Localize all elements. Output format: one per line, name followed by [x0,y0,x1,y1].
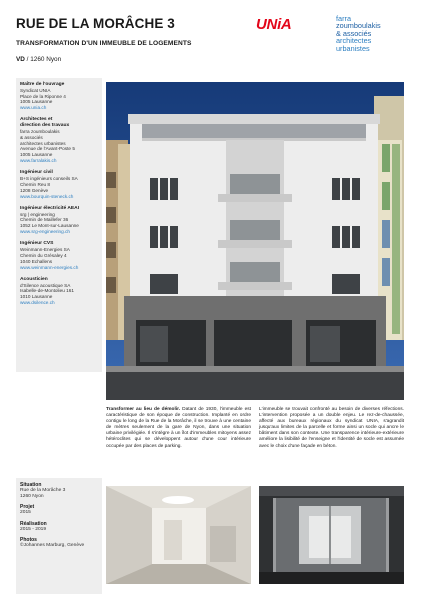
credit-cvs-engineer [20,241,98,270]
credits-sidebar [16,78,102,372]
page-title: RUE DE LA MORÂCHE 3 [16,16,175,31]
credit-line: & associés [20,134,43,140]
credit-line: 1010 Lausanne [20,294,53,300]
situation-value: 1260 Nyon [20,494,44,500]
credit-link[interactable]: www.farralakis.ch [20,158,57,164]
situation-label: Situation [20,482,42,488]
credit-link[interactable]: www.bourquin-steneck.ch [20,193,74,199]
farra-zoumboulakis-logo [336,15,418,52]
credit-link[interactable]: www.srg-engineering.ch [20,229,71,235]
interior-corridor-photo [106,486,251,584]
credit-line: d'Silence acoustique SA [20,282,71,288]
credit-line: Syndicat UNIA [20,87,51,93]
credit-heading: Acousticien [20,276,48,282]
credit-line: srg | engineering [20,211,55,217]
photos-label: Photos [20,536,37,543]
credit-line: B+S ingénieurs conseils SA [20,176,78,182]
lead-sentence: Transformer au lieu de démolir. [106,407,181,412]
credit-heading: Ingénieur électricité AEAI [20,205,80,211]
credit-line: Isabelle-de-Montolieu 161 [20,288,74,294]
credit-line: Avenue de l'Avant-Poste 5 [20,146,75,152]
credit-heading: Ingénieur civil [20,170,53,176]
credit-heading: Ingénieur CVS [20,241,54,247]
credit-line: architectes urbanistes [20,140,66,146]
credit-heading: direction des travaux [20,123,70,129]
location-canton: VD [16,56,25,63]
projet-label: Projet [20,504,35,511]
credit-line: Chemin du Grésaley 4 [20,252,67,258]
credit-owner [20,82,98,111]
projet-value: 2015 [20,510,31,516]
credit-line: farra zoumboulakis [20,129,60,135]
credit-line: Place de la Riponne 4 [20,93,66,99]
credit-architects [20,117,98,163]
credit-line: Chemin de Maillefer 36 [20,217,69,223]
interior-glass-office-photo [259,486,404,584]
location-line [16,56,61,63]
realisation-value: 2015 - 2019 [20,526,47,532]
credit-link[interactable]: www.weinmann-energies.ch [20,264,79,270]
credit-link[interactable]: www.unia.ch [20,105,47,111]
realisation-label: Réalisation [20,520,47,527]
unia-logo: UNiA [256,16,292,33]
project-info [16,478,102,594]
body-paragraph: Datant de 1930, l'immeuble est caractéristique de son époque de construction. Implanté en ordre contigu le long de la Rue de la Morâche, il se trouve à une centaine de mètres seulement de la gare de Nyon, dans une situation urbaine privilégiée. Il s'intègre à un îlot d'immeubles mitoyens assez hétéroclites qui se développent autour d'une cour intérieure occupée par des places de parking. [106,407,252,449]
credit-line: 1040 Echallens [20,258,53,264]
credit-link[interactable]: www.dsilence.ch [20,300,55,305]
logo-line: farra [336,14,352,23]
location-city: / 1260 Nyon [24,56,62,63]
page-subtitle: TRANSFORMATION D'UN IMMEUBLE DE LOGEMENTS [16,40,192,47]
credit-line: Chemin Reu 8 [20,181,50,187]
logo-line: urbanistes [336,43,370,53]
logo-line: architectes [336,36,372,46]
credit-line: 1005 Lausanne [20,152,53,158]
logo-line: & associés [336,28,372,38]
credit-line: 1005 Lausanne [20,99,53,105]
situation-value: Rue de la Morâche 3 [20,488,66,493]
credit-line: Weinmann-Energies SA [20,247,70,253]
credit-acoustician [20,277,98,306]
credit-electrical-engineer [20,206,98,235]
logo-line: zoumboulakis [336,21,381,31]
credit-heading: Architectes et [20,117,53,123]
photos-credit: ©Johannes Marburg, Genève [20,542,85,548]
credit-line: 1052 Le Mont-sur-Lausanne [20,223,79,229]
credit-civil-engineer [20,170,98,199]
credit-heading: Maître de l'ouvrage [20,82,65,87]
credit-line: 1208 Genève [20,187,49,193]
body-text-left [106,407,251,450]
body-text-right: L'immeuble se trouvait confronté au besoin de diverses réfections. L'intervention proposée a un double enjeu. Le rez-de-chaussée, affecté aux bureaux régionaux du syndicat UNIA, s'agrandit jusqu'aux limites de la parcelle et forme ainsi un socle qui ancre le bâtiment dans son contexte. Une transparence intérieure-extérieure améliore la lisibilité de l'enseigne et l'identité de socle est assumée avec le choix d'une façade en béton. [259,407,404,449]
building-facade-photo [106,82,404,400]
